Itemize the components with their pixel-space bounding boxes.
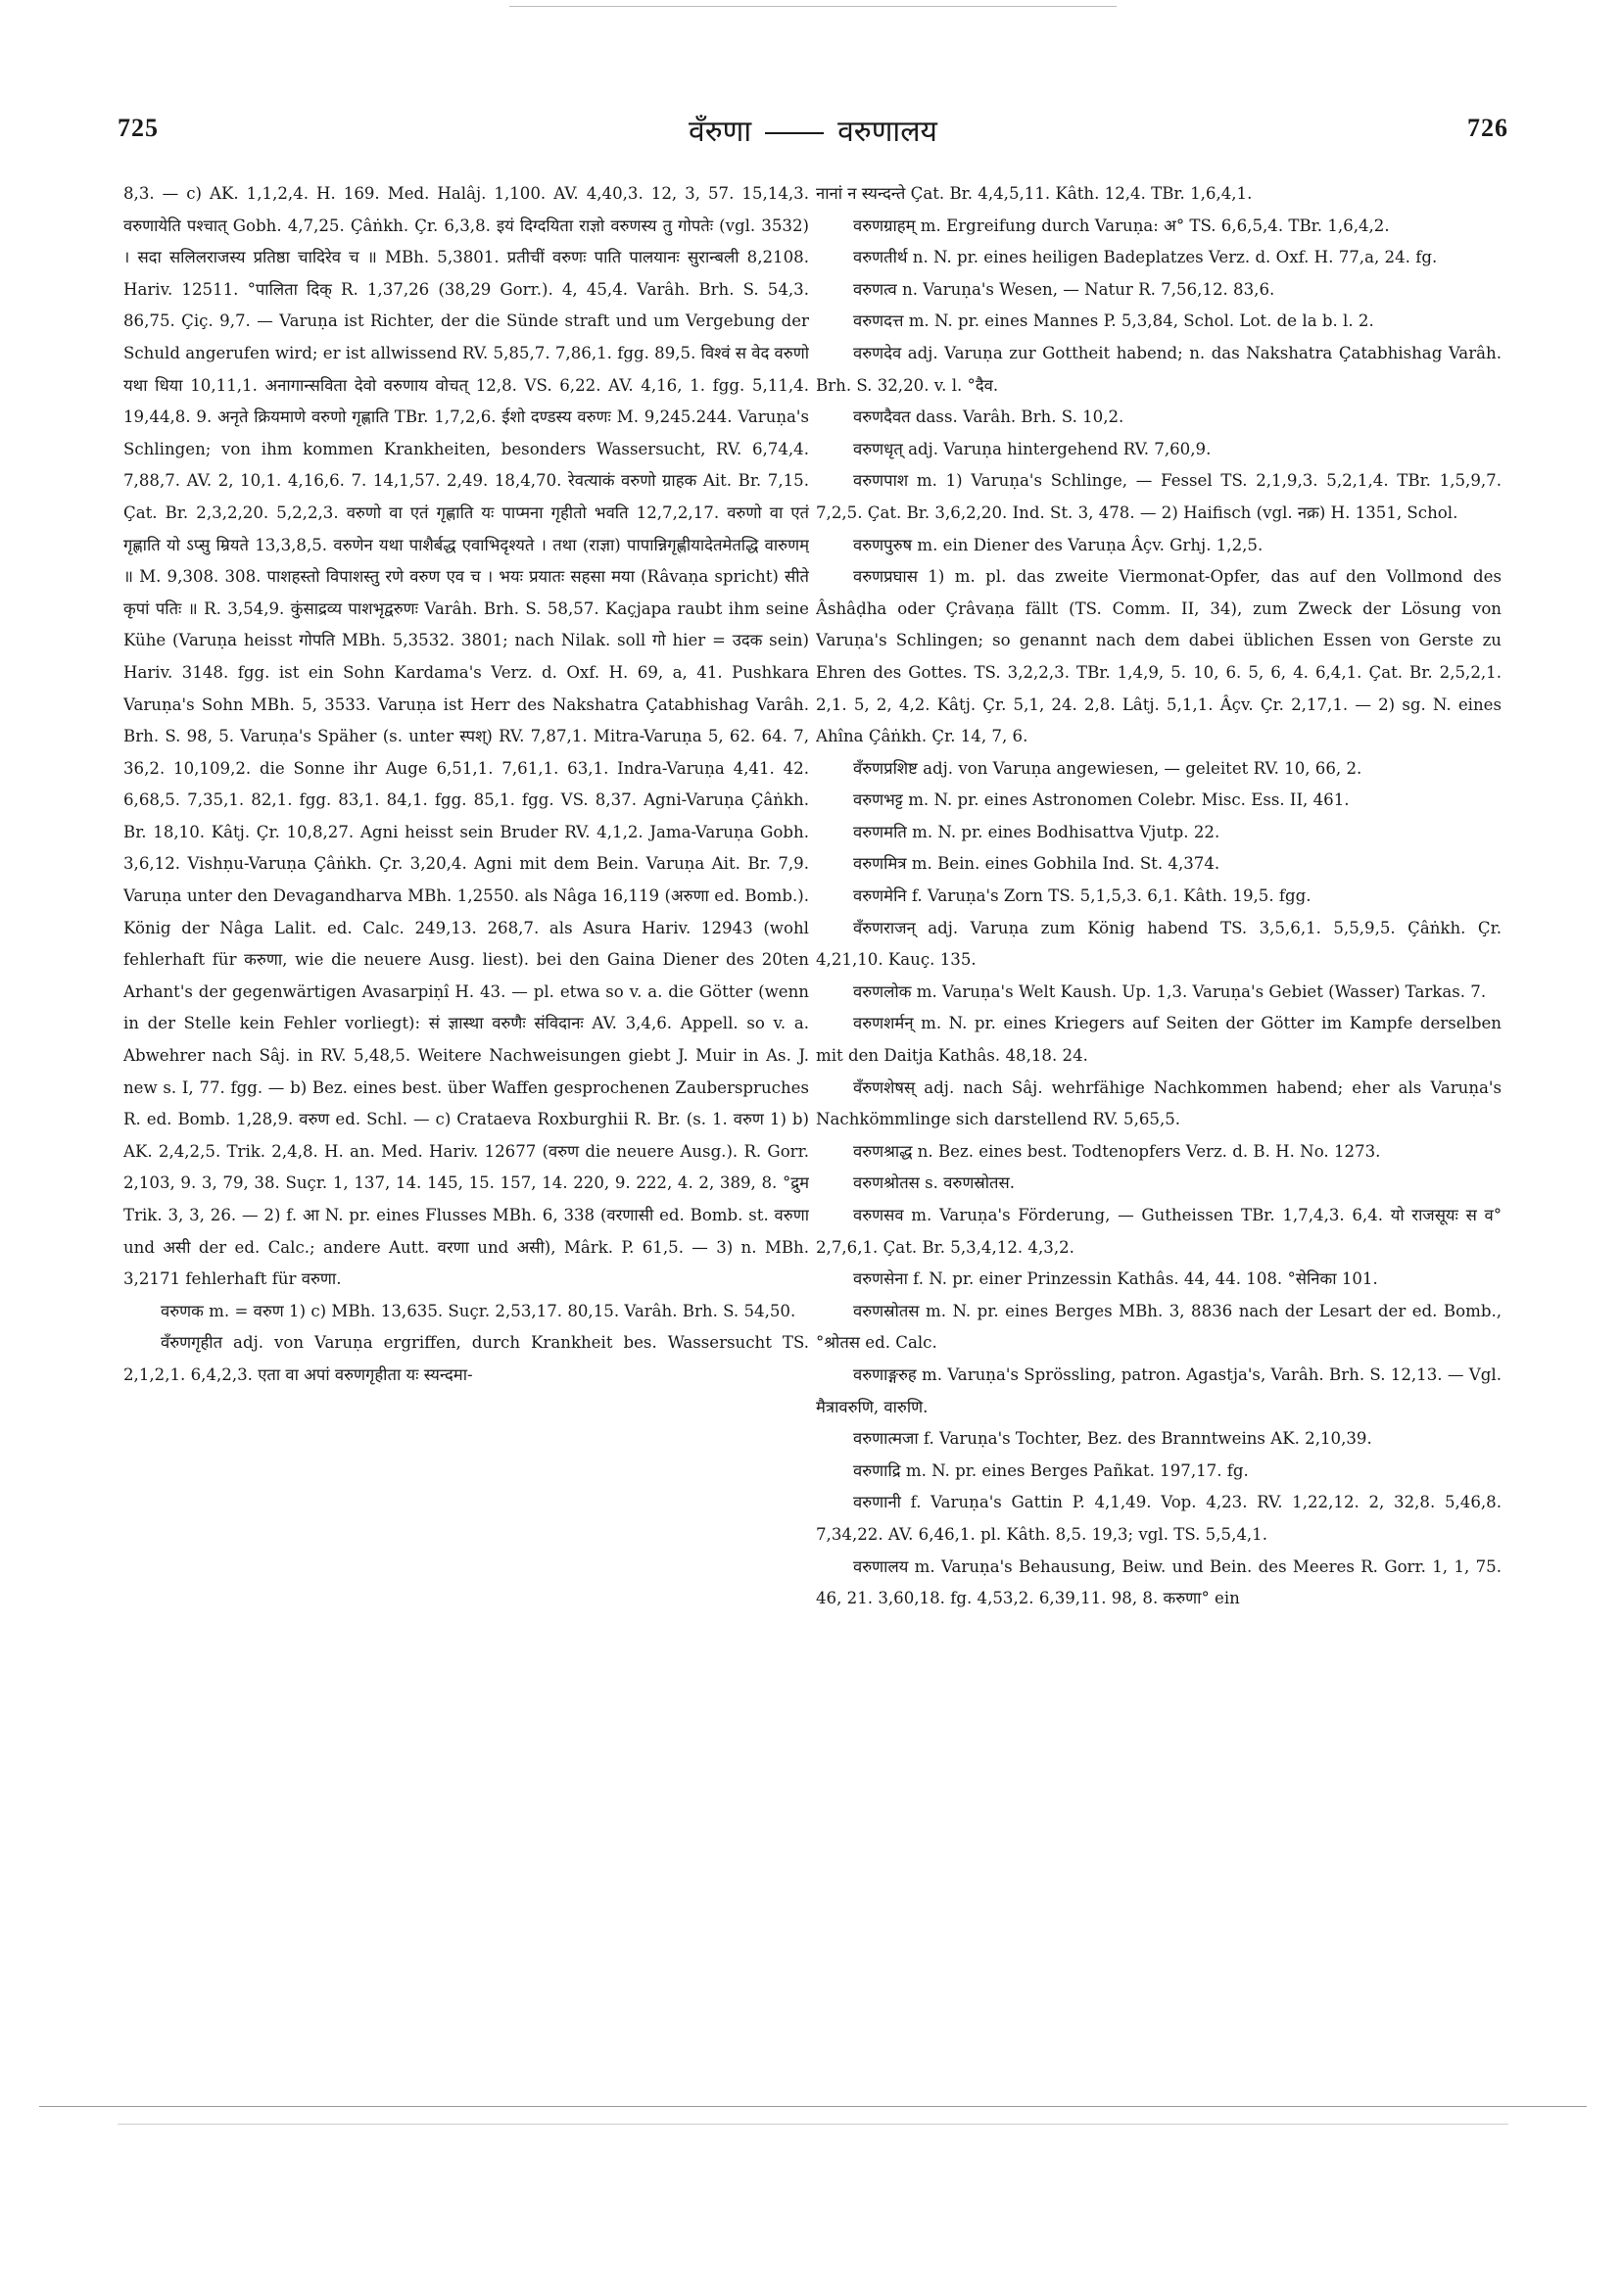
entry-varunasrotas: वरुणस्रोतस m. N. pr. eines Berges MBh. 3, 8836 nach der Lesart der ed. Bomb., °श्रोतस ed. Calc. <box>816 1301 1502 1353</box>
entry-varunaprashishta: वँरुणप्रशिष्ट adj. von Varuṇa angewiesen, — geleitet RV. 10, 66, 2. <box>853 758 1362 778</box>
entry-varunashraddha: वरुणश्राद्ध n. Bez. eines best. Todtenopfers Verz. d. B. H. No. 1273. <box>853 1141 1381 1161</box>
entry-varunaloka: वरुणलोक m. Varuṇa's Welt Kaush. Up. 1,3. Varuṇa's Gebiet (Wasser) Tarkas. 7. <box>853 981 1487 1001</box>
entry-varunasava: वरुणसव m. Varuṇa's Förderung, — Gutheissen TBr. 1,7,4,3. 6,4. यो राजसूयः स व° 2,7,6,1. Çat. Br. 5,3,4,12. 4,3,2. <box>816 1206 1502 1257</box>
entry-varunasena: वरुणसेना f. N. pr. einer Prinzessin Kathâs. 44, 44. 108. °सेनिका 101. <box>853 1269 1378 1289</box>
entry-varunamati: वरुणमति m. N. pr. eines Bodhisattva Vjutp. 22. <box>853 822 1220 841</box>
entry-varunadeva: वरुणदेव adj. Varuṇa zur Gottheit habend; n. das Nakshatra Çatabhishag Varâh. Brh. S. 32,20. v. l. °दैव. <box>816 343 1502 395</box>
entry-varunagrhita: वँरुणगृहीत adj. von Varuṇa ergriffen, durch Krankheit bes. Wassersucht TS. 2,1,2,1. 6,4,2,3. एता वा अपां वरुणगृहीता यः स्यन्दमा- <box>123 1333 809 1384</box>
entry-continuation: नानां न स्यन्दन्ते Çat. Br. 4,4,5,11. Kâth. 12,4. TBr. 1,6,4,1. <box>816 184 1253 203</box>
entry-continuation-varuna: 8,3. — c) AK. 1,1,2,4. H. 169. Med. Halâj. 1,100. AV. 4,40,3. 12, 3, 57. 15,14,3. वरुणायेति पश्चात् Gobh. 4,7,25. Çâṅkh. Çr. 6,3,8. इयं दिग्दयिता राज्ञो वरुणस्य तु गोपतेः (vgl. 3532) । सदा सलिलराजस्य प्रतिष्ठा चादिरेव च ॥ MBh. 5,3801. प्रतीचीं वरुणः पाति पालयानः सुरान्बली 8,2108. Hariv. 12511. °पालिता दिक् R. 1,37,26 (38,29 Gorr.). 4, 45,4. Varâh. Brh. S. 54,3. 86,75. Çiç. 9,7. — Varuṇa ist Richter, der die Sünde straft und um Vergebung der Schuld angerufen wird; er ist allwissend RV. 5,85,7. 7,86,1. fgg. 89,5. विश्वं स वेद वरुणो यथा धिया 10,11,1. अनागान्सविता देवो वरुणाय वोचत् 12,8. VS. 6,22. AV. 4,16, 1. fgg. 5,11,4. 19,44,8. 9. अनृते क्रियमाणे वरुणो गृह्णाति TBr. 1,7,2,6. ईशो दण्डस्य वरुणः M. 9,245.244. Varuṇa's Schlingen; von ihm kommen Krankheiten, besonders Wassersucht, RV. 6,74,4. 7,88,7. AV. 2, 10,1. 4,16,6. 7. 14,1,57. 2,49. 18,4,70. रेवत्याकं वरुणो ग्राहक Ait. Br. 7,15. Çat. Br. 2,3,2,20. 5,2,2,3. वरुणो वा एतं गृह्णाति यः पाप्मना गृहीतो भवति 12,7,2,17. वरुणो वा एतं गृह्णाति यो ऽप्सु म्रियते 13,3,8,5. वरुणेन यथा पाशैर्बद्ध एवाभिदृश्यते । तथा (राज्ञा) पापान्निगृह्णीयादेतमेतद्धि वारुणम् ॥ M. 9,308. 308. पाशहस्तो विपाशस्तु रणे वरुण एव च । भयः प्रयातः सहसा मया (Râvaṇa spricht) सीते कृपां पतिः ॥ R. 3,54,9. कुंसाद्रव्य पाशभृद्वरुणः Varâh. Brh. S. 58,57. Kaçjapa raubt ihm seine Kühe (Varuṇa heisst गोपति MBh. 5,3532. 3801; nach Nilak. soll गो hier = उदक sein) Hariv. 3148. fgg. ist ein Sohn Kardama's Verz. d. Oxf. H. 69, a, 41. Pushkara Varuṇa's Sohn MBh. 5, 3533. Varuṇa ist Herr des Nakshatra Çatabhishag Varâh. Brh. S. 98, 5. Varuṇa's Späher (s. unter स्पश्) RV. 7,87,1. Mitra-Varuṇa 5, 62. 64. 7, 36,2. 10,109,2. die Sonne ihr Auge 6,51,1. 7,61,1. 63,1. Indra-Varuṇa 4,41. 42. 6,68,5. 7,35,1. 82,1. fgg. 83,1. 84,1. fgg. 85,1. fgg. VS. 8,37. Agni-Varuṇa Çâṅkh. Br. 18,10. Kâtj. Çr. 10,8,27. Agni heisst sein Bruder RV. 4,1,2. Jama-Varuṇa Gobh. 3,6,12. Vishṇu-Varuṇa Çâṅkh. Çr. 3,20,4. Agni mit dem Bein. Varuṇa Ait. Br. 7,9. Varuṇa unter den Devagandharva MBh. 1,2550. als Nâga 16,119 (अरुणा ed. Bomb.). König der Nâga Lalit. ed. Calc. 249,13. 268,7. als Asura Hariv. 12943 (wohl fehlerhaft für करुणा, wie die neuere Ausg. liest). bei den Gaina Diener des 20ten Arhant's der gegenwärtigen Avasarpiṇî H. 43. — pl. etwa so v. a. die Götter (wenn in der Stelle kein Fehler vorliegt): सं ज्ञास्था वरुणैः संविदानः AV. 3,4,6. Appell. so v. a. Abwehrer nach Sâj. in RV. 5,48,5. Weitere Nachweisungen giebt J. Muir in As. J. new s. I, 77. fgg. — b) Bez. eines best. über Waffen gesprochenen Zauberspruches R. ed. Bomb. 1,28,9. वरुण ed. Schl. — c) Crataeva Roxburghii R. Br. (s. 1. वरुण 1) b) AK. 2,4,2,5. Trik. 2,4,8. H. an. Med. Hariv. 12677 (वरुण die neuere Ausg.). R. Gorr. 2,103, 9. 3, 79, 38. Suçr. 1, 137, 14. 145, 15. 157, 14. 220, 9. 222, 4. 2, 389, 8. °द्रुम Trik. 3, 3, 26. — 2) f. आ N. pr. eines Flusses MBh. 6, 338 (वरणासी ed. Bomb. st. वरुणा und असी der ed. Calc.; andere Autt. वरणा und असी), Mârk. P. 61,5. — 3) n. MBh. 3,2171 fehlerhaft für वरुणा. <box>123 184 809 1289</box>
entry-varunapraghasa: वरुणप्रघास 1) m. pl. das zweite Viermonat-Opfer, das auf den Vollmond des Âshâḍha oder Çrâvaṇa fällt (TS. Comm. II, 34), zum Zweck der Lösung von Varuṇa's Schlingen; so genannt nach dem dabei üblichen Essen von Gerste zu Ehren des Gottes. TS. 3,2,2,3. TBr. 1,4,9, 5. 10, 6. 5, 6, 4. 6,4,1. Çat. Br. 2,5,2,1. 2,1. 5, 2, 4,2. Kâtj. Çr. 5,1, 24. 2,8. Lâtj. 5,1,1. Âçv. Çr. 2,17,1. — 2) sg. N. eines Ahîna Çâṅkh. Çr. 14, 7, 6. <box>816 567 1502 746</box>
entry-varunamitra: वरुणमित्र m. Bein. eines Gobhila Ind. St. 4,374. <box>853 854 1220 874</box>
entry-varunabhatta: वरुणभट्ट m. N. pr. eines Astronomen Colebr. Misc. Ess. II, 461. <box>853 790 1350 810</box>
entry-varunatva: वरुणत्व n. Varuṇa's Wesen, — Natur R. 7,56,12. 83,6. <box>853 279 1275 299</box>
page-number-left: 725 <box>118 114 159 142</box>
entry-varunadri: वरुणाद्रि m. N. pr. eines Berges Pañkat. 197,17. fg. <box>853 1460 1249 1480</box>
entry-varunasheshas: वँरुणशेषस् adj. nach Sâj. wehrfähige Nachkommen habend; eher als Varuṇa's Nachkömmlinge sich darstellend RV. 5,65,5. <box>816 1077 1502 1129</box>
entry-varunatmaja: वरुणात्मजा f. Varuṇa's Tochter, Bez. des Branntweins AK. 2,10,39. <box>853 1429 1372 1449</box>
entry-varunapasha: वरुणपाश m. 1) Varuṇa's Schlinge, — Fessel TS. 2,1,9,3. 5,2,1,4. TBr. 1,5,9,7. 7,2,5. Çat. Br. 3,6,2,20. Ind. St. 3, 478. — 2) Haifisch (vgl. नक्र) H. 1351, Schol. <box>816 471 1502 522</box>
entry-varunasharman: वरुणशर्मन् m. N. pr. eines Kriegers auf Seiten der Götter im Kampfe derselben mit den Daitja Kathâs. 48,18. 24. <box>816 1014 1502 1066</box>
page-number-right: 726 <box>1467 114 1508 142</box>
entry-varunameni: वरुणमेनि f. Varuṇa's Zorn TS. 5,1,5,3. 6,1. Kâth. 19,5. fgg. <box>853 886 1312 906</box>
scan-bottom-edge <box>39 2106 1587 2107</box>
scan-bottom-edge-shadow <box>118 2124 1508 2125</box>
running-head <box>118 110 1508 153</box>
entry-varunarajan: वँरुणराजन् adj. Varuṇa zum König habend TS. 3,5,6,1. 5,5,9,5. Çâṅkh. Çr. 4,21,10. Kauç. 135. <box>816 918 1502 970</box>
left-column <box>123 178 809 2098</box>
entry-varunadhrut: वरुणधृत् adj. Varuṇa hintergehend RV. 7,60,9. <box>853 439 1212 458</box>
range-dash <box>765 132 824 134</box>
entry-varunapurusha: वरुणपुरुष m. ein Diener des Varuṇa Âçv. Grhj. 1,2,5. <box>853 535 1264 554</box>
scan-top-edge <box>509 6 1117 7</box>
entry-varunaka: वरुणक m. = वरुण 1) c) MBh. 13,635. Suçr. 2,53,17. 80,15. Varâh. Brh. S. 54,50. <box>161 1301 796 1320</box>
entry-varunashrotas: वरुणश्रोतस s. वरुणस्रोतस. <box>853 1173 1015 1193</box>
entry-varunani: वरुणानी f. Varuṇa's Gattin P. 4,1,49. Vop. 4,23. RV. 1,22,12. 2, 32,8. 5,46,8. 7,34,22. AV. 6,46,1. pl. Kâth. 8,5. 19,3; vgl. TS. 5,5,4,1. <box>816 1493 1502 1544</box>
entry-varunagraha: वरुणग्राहम् m. Ergreifung durch Varuṇa: अ° TS. 6,6,5,4. TBr. 1,6,4,2. <box>853 215 1390 235</box>
first-headword: वँरुणा <box>689 115 752 149</box>
entry-varunangaruha: वरुणाङ्गरुह m. Varuṇa's Sprössling, patron. Agastja's, Varâh. Brh. S. 12,13. — Vgl. मैत्रावरुणि, वारुणि. <box>816 1364 1502 1416</box>
last-headword: वरुणालय <box>837 115 937 149</box>
entry-varunadatta: वरुणदत्त m. N. pr. eines Mannes P. 5,3,84, Schol. Lot. de la b. l. 2. <box>853 311 1374 331</box>
right-column <box>816 178 1502 2098</box>
headword-range <box>118 110 1508 150</box>
entry-varunatirtha: वरुणतीर्थ n. N. pr. eines heiligen Badeplatzes Verz. d. Oxf. H. 77,a, 24. fg. <box>853 248 1438 267</box>
entry-varunadaivata: वरुणदैवत dass. Varâh. Brh. S. 10,2. <box>853 407 1124 427</box>
entry-varunalaya: वरुणालय m. Varuṇa's Behausung, Beiw. und Bein. des Meeres R. Gorr. 1, 1, 75. 46, 21. 3,60,18. fg. 4,53,2. 6,39,11. 98, 8. करुणा° ein <box>816 1556 1502 1608</box>
